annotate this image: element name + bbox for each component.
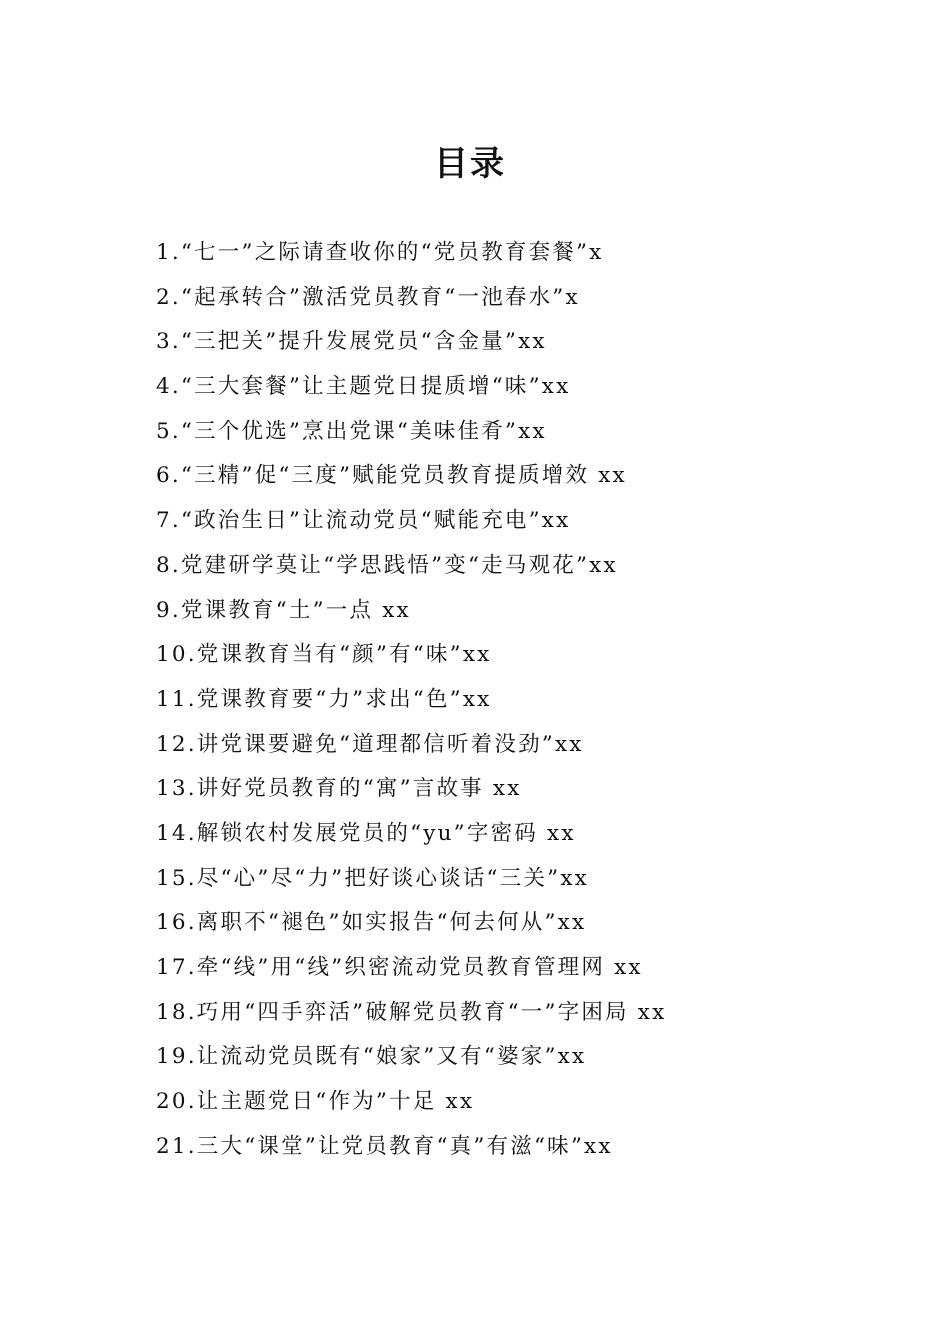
- toc-item: 13.讲好党员教育的“寓”言故事 xx: [156, 776, 522, 802]
- toc-item: 9.党课教育“土”一点 xx: [156, 597, 411, 623]
- toc-item: 2.“起承转合”激活党员教育“一池春水”x: [156, 284, 580, 310]
- page-title: 目录: [434, 144, 506, 184]
- toc-item: 4.“三大套餐”让主题党日提质增“味”xx: [156, 374, 571, 400]
- toc-item: 16.离职不“褪色”如实报告“何去何从”xx: [156, 910, 587, 936]
- toc-item: 14.解锁农村发展党员的“yu”字密码 xx: [156, 820, 576, 846]
- toc-item: 1.“七一”之际请查收你的“党员教育套餐”x: [156, 240, 604, 265]
- toc-item: 8.党建研学莫让“学思践悟”变“走马观花”xx: [156, 552, 618, 578]
- toc-item: 20.让主题党日“作为”十足 xx: [156, 1089, 475, 1115]
- toc-item: 3.“三把关”提升发展党员“含金量”xx: [156, 329, 547, 355]
- toc-item: 15.尽“心”尽“力”把好谈心谈话“三关”xx: [156, 865, 589, 891]
- toc-item: 7.“政治生日”让流动党员“赋能充电”xx: [156, 508, 571, 534]
- toc-item: 12.讲党课要避免“道理都信听着没劲”xx: [156, 731, 584, 757]
- toc-item: 6.“三精”促“三度”赋能党员教育提质增效 xx: [156, 463, 627, 489]
- toc-item: 17.牵“线”用“线”织密流动党员教育管理网 xx: [156, 955, 643, 980]
- toc-item: 11.党课教育要“力”求出“色”xx: [156, 686, 492, 712]
- toc-item: 18.巧用“四手弈活”破解党员教育“一”字困局 xx: [156, 999, 667, 1025]
- toc-item: 5.“三个优选”烹出党课“美味佳肴”xx: [156, 418, 547, 444]
- toc-item: 10.党课教育当有“颜”有“味”xx: [156, 642, 492, 668]
- toc-item: 21.三大“课堂”让党员教育“真”有滋“味”xx: [156, 1133, 613, 1159]
- table-of-contents: [156, 236, 876, 1174]
- toc-item: 19.让流动党员既有“娘家”又有“婆家”xx: [156, 1044, 587, 1070]
